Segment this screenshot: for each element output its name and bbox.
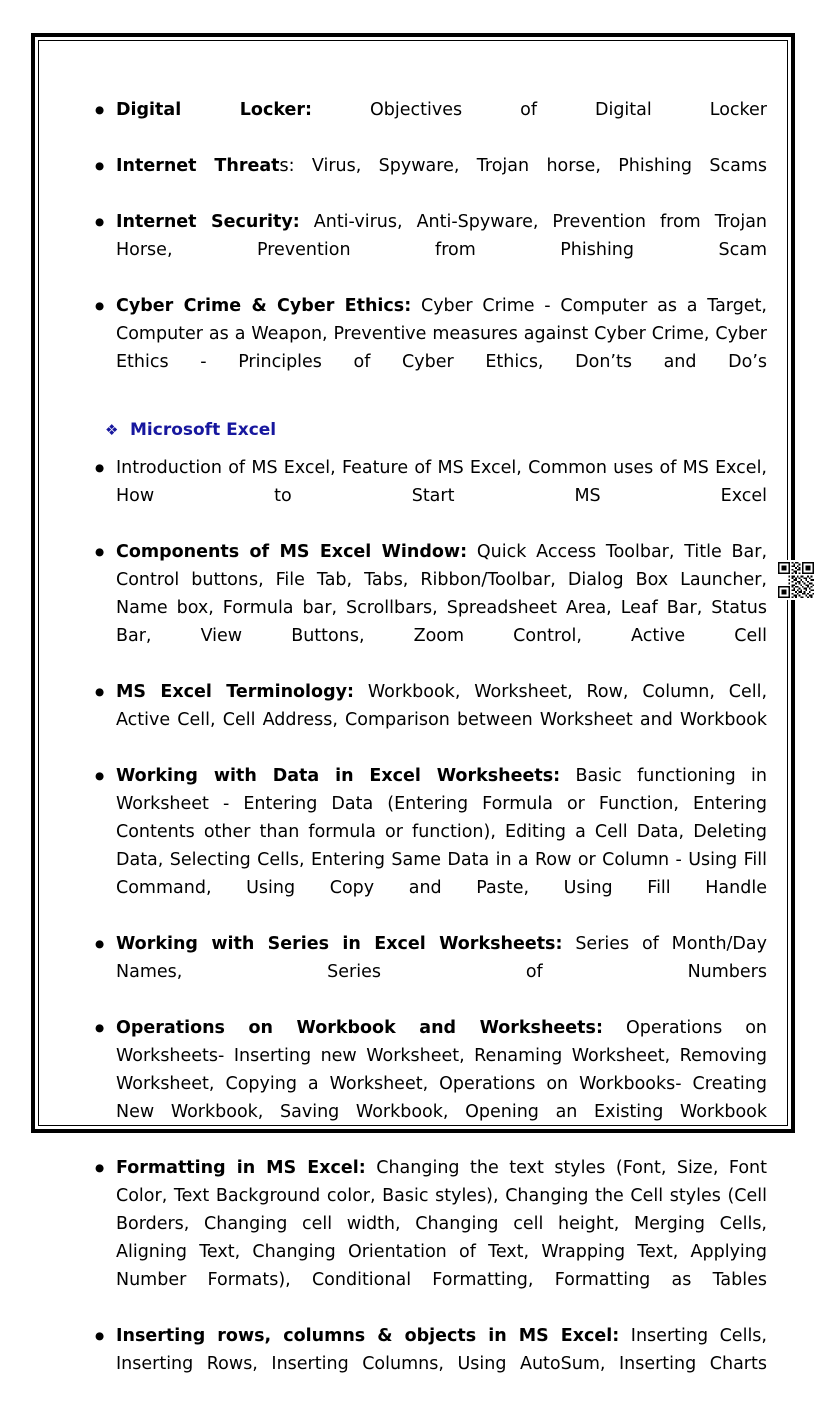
list-item [95,1154,767,1322]
list-item-term: Formatting in MS Excel: [116,1158,366,1178]
list-item-term: Working with Series in Excel Worksheets: [116,934,563,954]
list-item [95,538,767,678]
list-item-term: Inserting rows, columns & objects in MS Excel: [116,1326,620,1346]
list-item-term: MS Excel Terminology: [116,682,355,702]
list-item [95,292,767,404]
list-item-text: Operations on Worksheets- Inserting new Worksheet, Renaming Worksheet, Removing Worksheet, Copying a Worksheet, Operations on Workbooks- Creating New Workbook, Saving Workbook, Opening an Existing Workbook [116,1018,767,1122]
list-item-term: Internet Threat [116,156,280,176]
list-item-text: s: Virus, Spyware, Trojan horse, Phishing Scams [279,156,767,176]
list-item-text: Introduction of MS Excel, Feature of MS Excel, Common uses of MS Excel, How to Start MS Excel [116,458,767,506]
list-item [95,454,767,538]
list-item-term: Components of MS Excel Window: [116,542,468,562]
list-item [95,1322,767,1406]
list-item-term: Working with Data in Excel Worksheets: [116,766,561,786]
list-item-text: Cyber Crime - Computer as a Target, Computer as a Weapon, Preventive measures against Cyber Crime, Cyber Ethics - Principles of Cyber Ethics, Don’ts and Do’s [116,296,767,372]
list-item-text: Anti-virus, Anti-Spyware, Prevention from Trojan Horse, Prevention from Phishing Scam [116,212,768,260]
list-item-term: Digital Locker: [116,100,312,120]
list-item [95,152,767,208]
section-heading-label: Microsoft Excel [130,420,277,440]
list-item [95,762,767,930]
list-item-term: Internet Security: [116,212,300,232]
list-item-term: Operations on Workbook and Worksheets: [116,1018,603,1038]
list-item [95,208,767,292]
list-item-text: Basic functioning in Worksheet - Entering Data (Entering Formula or Function, Entering Contents other than formula or function), Editing a Cell Data, Deleting Data, Selecting Cells, Entering Same Data in a Row or Column - Using Fill Command, Using Copy and Paste, Using Fill Handle [116,766,767,898]
bullet-list-after-heading [95,454,767,1406]
list-item-text: Objectives of Digital Locker [311,100,767,120]
list-item [95,96,767,152]
list-item-text: Changing the text styles (Font, Size, Font Color, Text Background color, Basic styles), Changing the Cell styles (Cell Borders, Changing cell width, Changing cell height, Merging Cells, Aligning Text, Changing Orientation of Text, Wrapping Text, Applying Number Formats), Conditional Formatting, Formatting as Tables [116,1158,767,1290]
list-item [95,930,767,1014]
list-item-text: Inserting Cells, Inserting Rows, Inserting Columns, Using AutoSum, Inserting Charts [116,1326,767,1374]
document-content [95,96,767,1406]
list-item-text: Quick Access Toolbar, Title Bar, Control buttons, File Tab, Tabs, Ribbon/Toolbar, Dialog Box Launcher, Name box, Formula bar, Scrollbars, Spreadsheet Area, Leaf Bar, Status Bar, View Buttons, Zoom Control, Active Cell [116,542,768,646]
list-item [95,678,767,762]
list-item [95,1014,767,1154]
section-heading-microsoft-excel [105,417,767,443]
qr-code-icon [776,560,816,600]
diamond-bullet-icon: ❖ [105,421,119,439]
list-item-term: Cyber Crime & Cyber Ethics: [116,296,412,316]
list-item-text: Workbook, Worksheet, Row, Column, Cell, Active Cell, Cell Address, Comparison between Worksheet and Workbook [116,682,768,730]
list-item-text: Series of Month/Day Names, Series of Numbers [116,934,767,982]
bullet-list-before-heading [95,96,767,404]
